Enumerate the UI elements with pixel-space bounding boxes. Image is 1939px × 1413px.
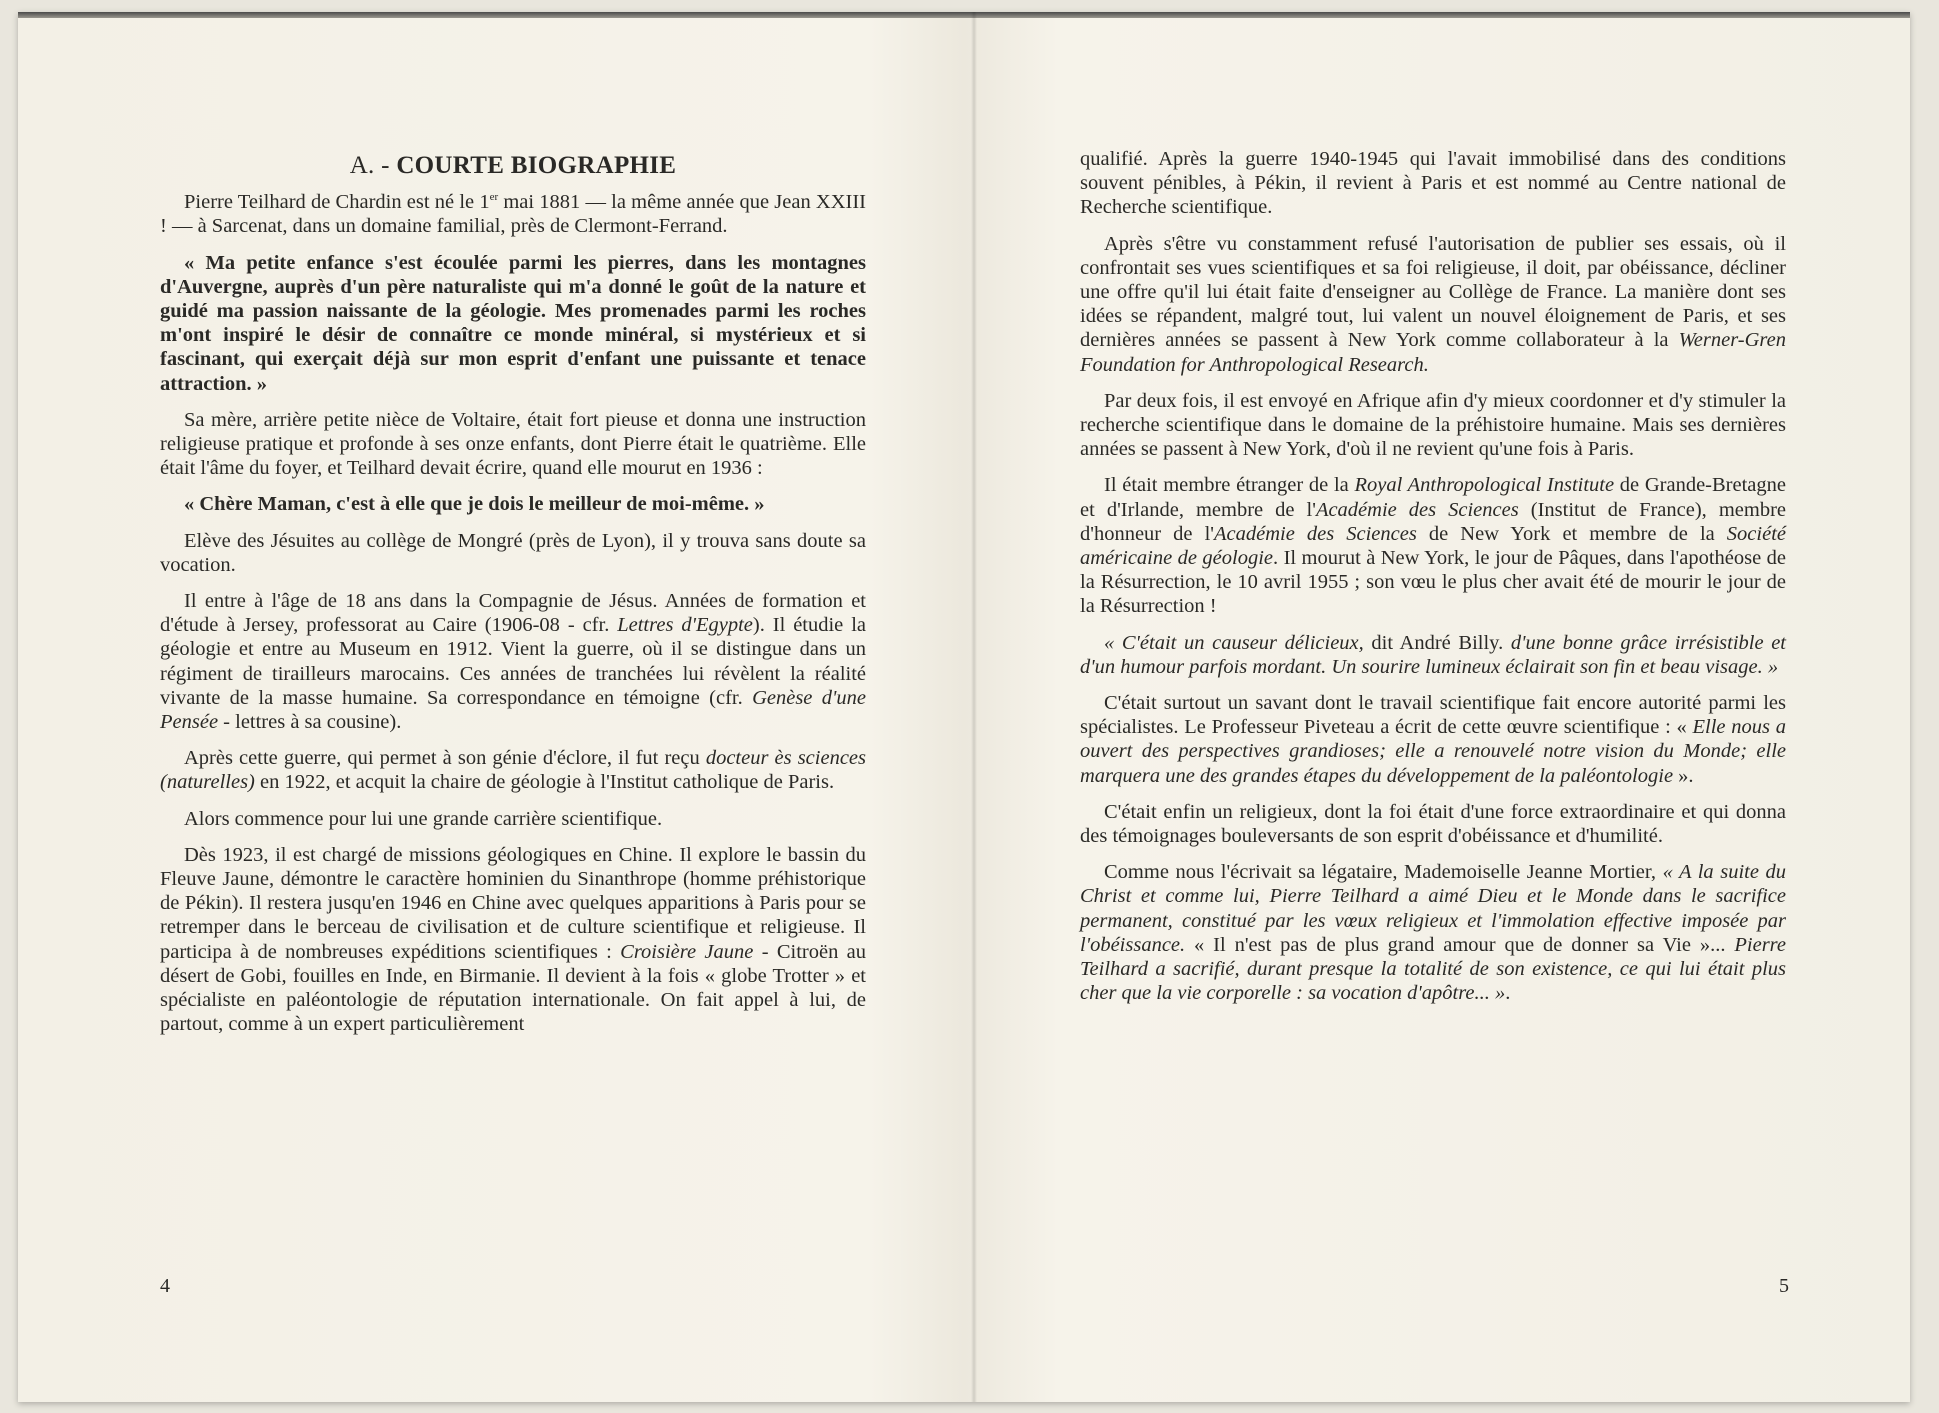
expedition-italic: Croisière Jaune — [620, 940, 754, 963]
paragraph-text: Après cette guerre, qui permet à son génie d'éclore, il fut reçu — [184, 747, 706, 770]
paragraph-text: Il était membre étranger de la — [1104, 474, 1355, 497]
paragraph-formation — [160, 589, 866, 734]
paragraph-mortier — [1080, 860, 1786, 1005]
paragraph-text: Pierre Teilhard de Chardin est né le 1 — [184, 191, 490, 214]
degree-italic: docteur ès sciences (naturelles) — [160, 747, 866, 794]
paragraph-doctorate — [160, 746, 866, 794]
heading-text: COURTE BIOGRAPHIE — [396, 152, 677, 179]
book-title: Lettres d'Egypte — [617, 614, 753, 637]
quote-italic: d'une bonne grâce irrésistible et d'un humour parfois mordant. Un sourire lumineux éclairait son fin et beau visage. » — [1080, 631, 1786, 678]
section-heading — [160, 154, 866, 178]
left-page — [18, 12, 971, 1402]
paragraph-career: Alors commence pour lui une grande carrière scientifique. — [184, 807, 663, 830]
paragraph-scientist — [1080, 691, 1786, 788]
paragraph-text: de New York et membre de la — [1416, 522, 1727, 545]
paragraph-refusal — [1080, 232, 1786, 377]
institution-italic: Académie des Sciences — [1315, 498, 1519, 521]
quote-maman: « Chère Maman, c'est à elle que je dois le meilleur de moi-même. » — [184, 493, 765, 516]
paragraph-jesuits: Elève des Jésuites au collège de Mongré (près de Lyon), il y trouva sans doute sa vocation. — [160, 529, 866, 576]
left-column — [160, 127, 866, 1049]
paragraph-text: Après s'être vu constamment refusé l'autorisation de publier ses essais, où il confrontait ses vues scientifiques et sa foi religieuse, il doit, par obéissance, décliner une offre qu'il lui était faite d'enseigner au Collège de France. La manière dont ses idées se répandent, malgré tout, lui valent un nouvel éloignement de Paris, et ses dernières années se passent à New York comme collaborateur à la — [1080, 232, 1786, 352]
paragraph-text: C'était surtout un savant dont le travail scientifique fait encore autorité parmi les spécialistes. Le Professeur Piveteau a écrit de cette œuvre scientifique : « — [1080, 692, 1786, 739]
heading-prefix: A. - — [349, 152, 397, 179]
quote-childhood: « Ma petite enfance s'est écoulée parmi les pierres, dans les montagnes d'Auvergne, auprès d'un père naturaliste qui m'a donné le goût de la nature et guidé ma passion naissante de la géologie. Mes promenades parmi les roches m'ont inspiré le désir de connaître ce monde minéral, si mystérieux et si fascinant, qui exerçait déjà sur mon esprit d'enfant une puissante et tenace attraction. » — [160, 251, 866, 395]
institution-italic: Société américaine de géologie — [1080, 522, 1786, 570]
paragraph-text: Comme nous l'écrivait sa légataire, Mademoiselle Jeanne Mortier, — [1104, 861, 1663, 884]
page-number-right: 5 — [1779, 1275, 1789, 1297]
paragraph-memberships — [1080, 473, 1786, 618]
paragraph-text: ). Il étudie la géologie et entre au Museum en 1912. Vient la guerre, où il se distingue dans un régiment de tirailleurs marocains. Ces années de tranchées lui révèlent la réalité vivante de la masse humaine. Sa correspondance en témoigne (cfr. — [160, 614, 866, 709]
page-number-left: 4 — [160, 1275, 170, 1297]
paragraph-text: - lettres à sa cousine). — [218, 711, 402, 734]
right-page — [977, 12, 1910, 1402]
institution-italic: Royal Anthropological Institute — [1354, 474, 1615, 497]
book-spread — [18, 12, 1910, 1402]
quote-italic: « C'était un causeur délicieux, — [1104, 631, 1364, 654]
paragraph-text: en 1922, et acquit la chaire de géologie à l'Institut catholique de Paris. — [254, 771, 835, 794]
paragraph-text: - Citroën au désert de Gobi, fouilles en Inde, en Birmanie. Il devient à la fois « globe Trotter » et spécialiste en paléontologie de réputation internationale. On fait appel à lui, de partout, comme à un expert particulièrement — [160, 940, 867, 1036]
paragraph-religious: C'était enfin un religieux, dont la foi était d'une force extraordinaire et qui donna des témoignages bouleversants de son esprit d'obéissance et d'humilité. — [1080, 800, 1786, 848]
paragraph-africa: Par deux fois, il est envoyé en Afrique afin d'y mieux coordonner et d'y stimuler la recherche scientifique dans le domaine de la préhistoire humaine. Mais ses dernières années se passent à New York, d'où il ne revient qu'une fois à Paris. — [1080, 389, 1786, 461]
paragraph-billy-quote — [1080, 631, 1786, 679]
paragraph-text: (Institut de France), membre d'honneur de l' — [1080, 498, 1786, 545]
paragraph-text: Il entre à l'âge de 18 ans dans la Compagnie de Jésus. Années de formation et d'étude à Jersey, professorat au Caire (1906-08 - cfr. — [160, 590, 866, 637]
paragraph-text: ». — [1673, 764, 1694, 787]
paragraph-china — [160, 843, 866, 1037]
right-column — [1080, 147, 1786, 1018]
paragraph-text: mai 1881 — la même année que Jean XXIII ! — à Sarcenat, dans un domaine familial, près de Clermont-Ferrand. — [160, 191, 866, 238]
paragraph-text: . — [1505, 982, 1511, 1005]
institution-italic: Académie des Sciences — [1213, 522, 1417, 545]
quote-italic: Pierre Teilhard a sacrifié, durant presque la totalité de son existence, ce qui lui était plus cher que la vie corporelle : sa vocation d'apôtre... » — [1080, 933, 1786, 1005]
paragraph-text: dit André Billy. — [1363, 631, 1511, 654]
paragraph-postwar: qualifié. Après la guerre 1940-1945 qui l'avait immobilisé dans des conditions souvent pénibles, à Pékin, il revient à Paris et est nommé au Centre national de Recherche scientifique. — [1080, 148, 1786, 219]
paragraph-text: . Il mourut à New York, le jour de Pâques, dans l'apothéose de la Résurrection, le 10 avril 1955 ; son vœu le plus cher avait été de mourir le jour de la Résurrection ! — [1080, 547, 1786, 618]
book-title: Genèse d'une Pensée — [160, 686, 866, 734]
superscript: er — [489, 191, 499, 204]
quote-italic: Elle nous a ouvert des perspectives grandioses; elle a renouvelé notre vision du Monde; elle marquera une des grandes étapes du développement de la paléontologie — [1080, 716, 1786, 787]
paragraph-text: Dès 1923, il est chargé de missions géologiques en Chine. Il explore le bassin du Fleuve Jaune, démontre le caractère hominien du Sinanthrope (homme préhistorique de Pékin). Il restera jusqu'en 1946 en Chine avec quelques apparitions à Paris pour se retremper dans le berceau de civilisation et de culture scientifique et religieuse. Il participa à de nombreuses expéditions scientifiques : — [160, 843, 866, 963]
paragraph-text: de Grande-Bretagne et d'Irlande, membre de l' — [1080, 474, 1786, 521]
foundation-italic: Werner-Gren Foundation for Anthropological Research. — [1080, 329, 1786, 376]
quote-italic: « A la suite du Christ et comme lui, Pierre Teilhard a aimé Dieu et le Monde dans le sacrifice permanent, constitué par les vœux religieux et l'immolation effective imposée par l'obéissance. — [1080, 861, 1786, 956]
paragraph-text: « Il n'est pas de plus grand amour que de donner sa Vie »... — [1185, 933, 1735, 956]
paragraph-birth — [160, 190, 866, 238]
paragraph-mother: Sa mère, arrière petite nièce de Voltaire, était fort pieuse et donna une instruction religieuse pratique et profonde à ses onze enfants, dont Pierre était le quatrième. Elle était l'âme du foyer, et Teilhard devait écrire, quand elle mourut en 1936 : — [160, 408, 866, 480]
